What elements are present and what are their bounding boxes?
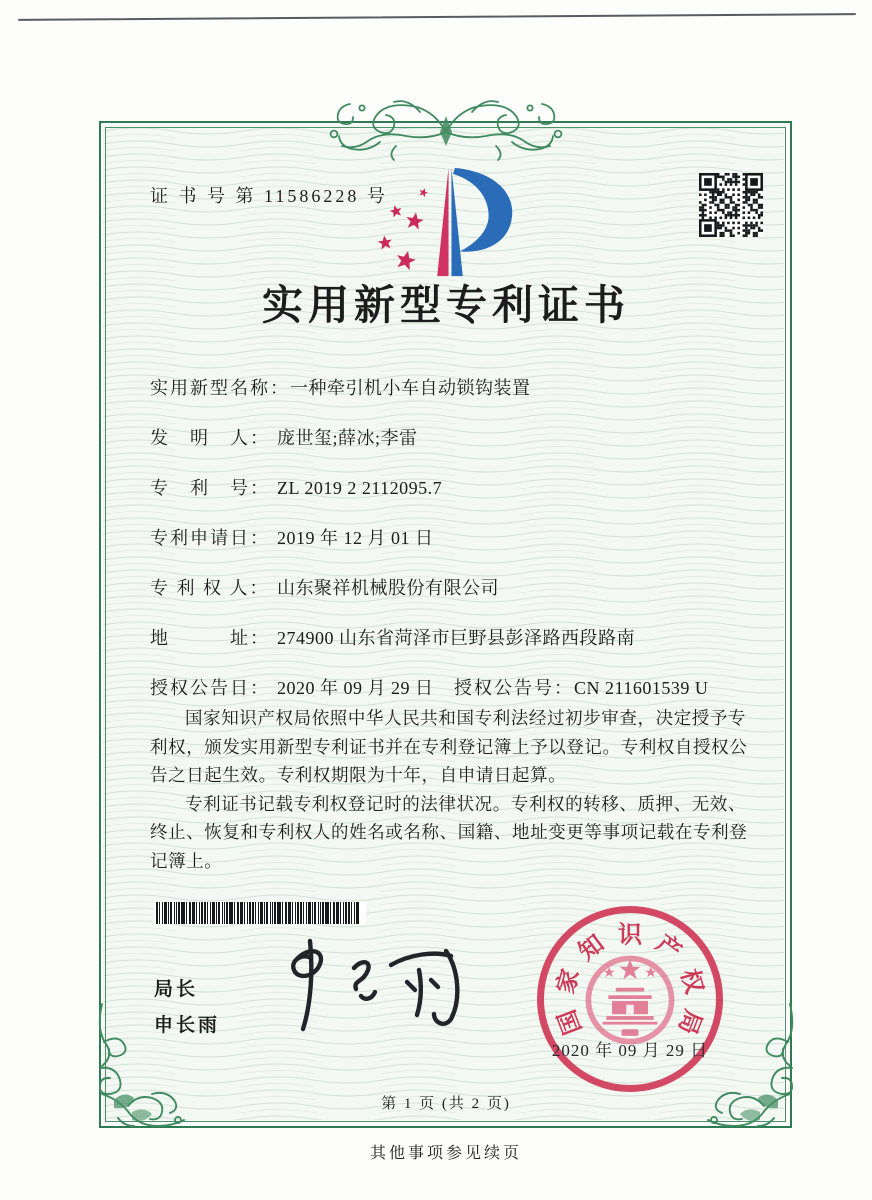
field-value: 山东聚祥机械股份有限公司: [277, 578, 499, 598]
seal-date: 2020 年 09 月 29 日: [551, 1041, 709, 1060]
field-row-patent-number: [150, 474, 762, 498]
page-number: 第 1 页 (共 2 页): [381, 1096, 511, 1112]
field-value: ZL 2019 2 2112095.7: [277, 478, 443, 498]
cnipa-patent-logo-icon: [360, 164, 540, 282]
official-seal: [537, 906, 723, 1092]
field-value: 274900 山东省菏泽市巨野县彭泽路西段路南: [277, 628, 635, 648]
seal-character: 知: [574, 930, 610, 966]
continuation-note: 其他事项参见续页: [369, 1145, 522, 1162]
scan-artifact-line: [18, 13, 856, 21]
legal-paragraph: 国家知识产权局依照中华人民共和国专利法经过初步审查，决定授予专利权，颁发实用新型专利证书并在专利登记簿上予以登记。专利权自授权公告之日起生效。专利权期限为十年，自申请日起算。: [150, 708, 748, 785]
page-title: 实用新型专利证书: [262, 282, 630, 328]
seal-character: 识: [618, 922, 642, 949]
field-label: 专 利 权 人：: [150, 578, 270, 598]
certificate-number: 证 书 号 第 11586228 号: [150, 186, 388, 206]
field-label: 授权公告日：: [150, 678, 270, 698]
barcode: [154, 902, 366, 924]
field-row-patentee: [150, 574, 762, 598]
seal-character: 产: [650, 930, 686, 966]
field-value: 一种牵引机小车自动锁钩装置: [290, 378, 531, 398]
seal-character: 国: [554, 1005, 588, 1038]
legal-paragraph: 专利证书记载专利权登记时的法律状况。专利权的转移、质押、无效、终止、恢复和专利权人的姓名或名称、国籍、地址变更等事项记载在专利登记簿上。: [150, 793, 748, 871]
field-label: 授权公告号：: [454, 678, 574, 698]
field-row-filing-date: [150, 524, 762, 548]
field-value: 2019 年 12 月 01 日: [277, 528, 434, 548]
field-row-grant-date: [150, 674, 762, 698]
field-value: CN 211601539 U: [574, 678, 709, 698]
field-label: 发 明 人：: [150, 428, 270, 448]
field-row-address: [150, 624, 762, 648]
top-border-ornament: [306, 86, 586, 164]
field-label: 专 利 号：: [150, 478, 270, 498]
field-value: 2020 年 09 月 29 日: [277, 678, 434, 698]
seal-character: 家: [553, 966, 585, 997]
legal-statement: [150, 704, 748, 875]
field-row-name: [150, 374, 762, 398]
field-list: [150, 374, 762, 724]
seal-character: 局: [672, 1005, 706, 1038]
director-name: 申长雨: [154, 1015, 221, 1036]
director-title: 局长: [154, 979, 199, 1000]
field-label: 专利申请日：: [150, 528, 270, 548]
field-label: 实用新型名称：: [150, 378, 290, 398]
director-signature: [258, 930, 468, 1042]
seal-character: 权: [675, 966, 707, 997]
field-value: 庞世玺;薛冰;李雷: [277, 428, 418, 448]
field-label: 地 址：: [150, 628, 270, 648]
field-grant-number: [454, 674, 708, 700]
qr-code: [699, 173, 763, 237]
field-row-inventors: [150, 424, 762, 448]
